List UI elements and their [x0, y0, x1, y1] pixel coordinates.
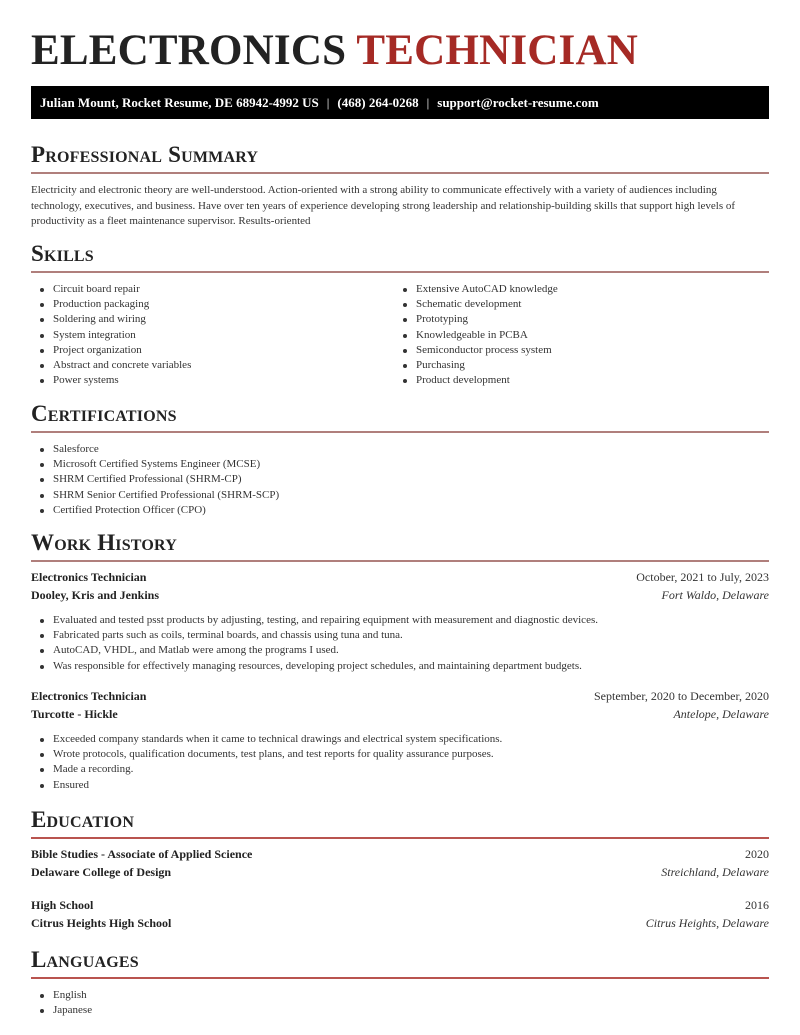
job-header-row [31, 689, 769, 707]
section-certifications [31, 400, 769, 518]
certification-item: SHRM Senior Certified Professional (SHRM-SCP) [31, 488, 769, 503]
job-company-row [31, 707, 769, 725]
section-heading: Languages [31, 947, 139, 972]
education-location: Citrus Heights, Delaware [645, 916, 769, 930]
job-company: Dooley, Kris and Jenkins [31, 588, 160, 602]
contact-bar [31, 86, 769, 119]
certification-item: Certified Protection Officer (CPO) [31, 503, 769, 518]
section-divider [31, 560, 769, 562]
section-skills [31, 240, 769, 388]
job-company: Turcotte - Hickle [31, 707, 118, 721]
job-entry [31, 689, 769, 793]
job-bullet: Was responsible for effectively managing resources, developing project schedules, and maintaining department budgets. [31, 659, 769, 674]
title-last-word: TECHNICIAN [356, 27, 638, 74]
job-bullet: Fabricated parts such as coils, terminal boards, and chassis using tuna and tuna. [31, 628, 769, 643]
skill-item: Product development [394, 373, 757, 388]
job-bullet: Wrote protocols, qualification documents, test plans, and test reports for quality assurance purposes. [31, 747, 769, 762]
skills-columns [31, 282, 769, 388]
job-location: Antelope, Delaware [673, 707, 769, 721]
section-work-history [31, 529, 769, 562]
skill-item: Abstract and concrete variables [31, 358, 394, 373]
education-degree: High School [31, 898, 94, 912]
job-entry [31, 570, 769, 674]
certification-item: Microsoft Certified Systems Engineer (MCSE) [31, 457, 769, 472]
education-school: Citrus Heights High School [31, 916, 172, 930]
contact-address: Julian Mount, Rocket Resume, DE 68942-4992 US [40, 94, 319, 110]
job-bullet: AutoCAD, VHDL, and Matlab were among the programs I used. [31, 643, 769, 658]
skill-item: Circuit board repair [31, 282, 394, 297]
job-dates: October, 2021 to July, 2023 [636, 570, 769, 584]
job-header-row [31, 570, 769, 588]
section-heading: Work History [31, 530, 177, 555]
section-education [31, 806, 769, 839]
education-year: 2020 [745, 847, 769, 861]
certification-item: Salesforce [31, 442, 769, 457]
education-entry [31, 847, 769, 883]
skill-item: System integration [31, 328, 394, 343]
skill-item: Schematic development [394, 297, 757, 312]
job-bullets [31, 732, 769, 793]
job-dates: September, 2020 to December, 2020 [594, 689, 769, 703]
job-company-row [31, 588, 769, 606]
skill-item: Power systems [31, 373, 394, 388]
contact-phone[interactable]: (468) 264-0268 [337, 94, 419, 110]
section-divider [31, 837, 769, 839]
section-divider [31, 172, 769, 174]
job-location: Fort Waldo, Delaware [661, 588, 769, 602]
skill-item: Production packaging [31, 297, 394, 312]
skill-item: Semiconductor process system [394, 343, 757, 358]
skill-item: Prototyping [394, 312, 757, 327]
contact-separator: | [426, 94, 430, 110]
certifications-list [31, 442, 769, 518]
section-heading: Certifications [31, 401, 177, 426]
job-title: Electronics Technician [31, 570, 147, 584]
skill-item: Project organization [31, 343, 394, 358]
contact-email[interactable]: support@rocket-resume.com [437, 94, 599, 110]
section-heading: Skills [31, 241, 94, 266]
section-languages [31, 946, 769, 1018]
skill-item: Knowledgeable in PCBA [394, 328, 757, 343]
education-degree: Bible Studies - Associate of Applied Science [31, 847, 253, 861]
section-heading: Professional Summary [31, 142, 259, 167]
section-divider [31, 271, 769, 273]
education-header-row [31, 847, 769, 865]
job-bullet: Exceeded company standards when it came to technical drawings and electrical system specifications. [31, 732, 769, 747]
education-year: 2016 [745, 898, 769, 912]
section-divider [31, 977, 769, 979]
job-bullet: Made a recording. [31, 762, 769, 777]
skills-list-right [394, 282, 757, 388]
certification-item: SHRM Certified Professional (SHRM-CP) [31, 472, 769, 487]
job-bullets [31, 613, 769, 674]
education-header-row [31, 898, 769, 916]
resume-title [31, 26, 638, 76]
job-bullet: Ensured [31, 778, 769, 793]
education-school: Delaware College of Design [31, 865, 172, 879]
language-item: Japanese [31, 1003, 769, 1018]
section-heading: Education [31, 807, 135, 832]
job-bullet: Evaluated and tested psst products by adjusting, testing, and repairing equipment with measurement and diagnostic devices. [31, 613, 769, 628]
language-item: English [31, 988, 769, 1003]
section-divider [31, 431, 769, 433]
education-location: Streichland, Delaware [661, 865, 769, 879]
skill-item: Soldering and wiring [31, 312, 394, 327]
skills-list-left [31, 282, 394, 388]
title-first-word: ELECTRONICS [31, 27, 347, 74]
education-school-row [31, 916, 769, 934]
contact-separator: | [326, 94, 330, 110]
education-entry [31, 898, 769, 934]
section-professional-summary [31, 141, 769, 230]
education-school-row [31, 865, 769, 883]
languages-list [31, 988, 769, 1018]
skill-item: Extensive AutoCAD knowledge [394, 282, 757, 297]
skill-item: Purchasing [394, 358, 757, 373]
job-title: Electronics Technician [31, 689, 147, 703]
summary-text: Electricity and electronic theory are well-understood. Action-oriented with a strong ability to communicate effectively with a variety of audiences including technology, executives, and business. Have over ten years of experience developing strong leadership and relationship-building skills that support high levels of productivity as a fleet maintenance supervisor. Results-oriented [31, 184, 736, 227]
